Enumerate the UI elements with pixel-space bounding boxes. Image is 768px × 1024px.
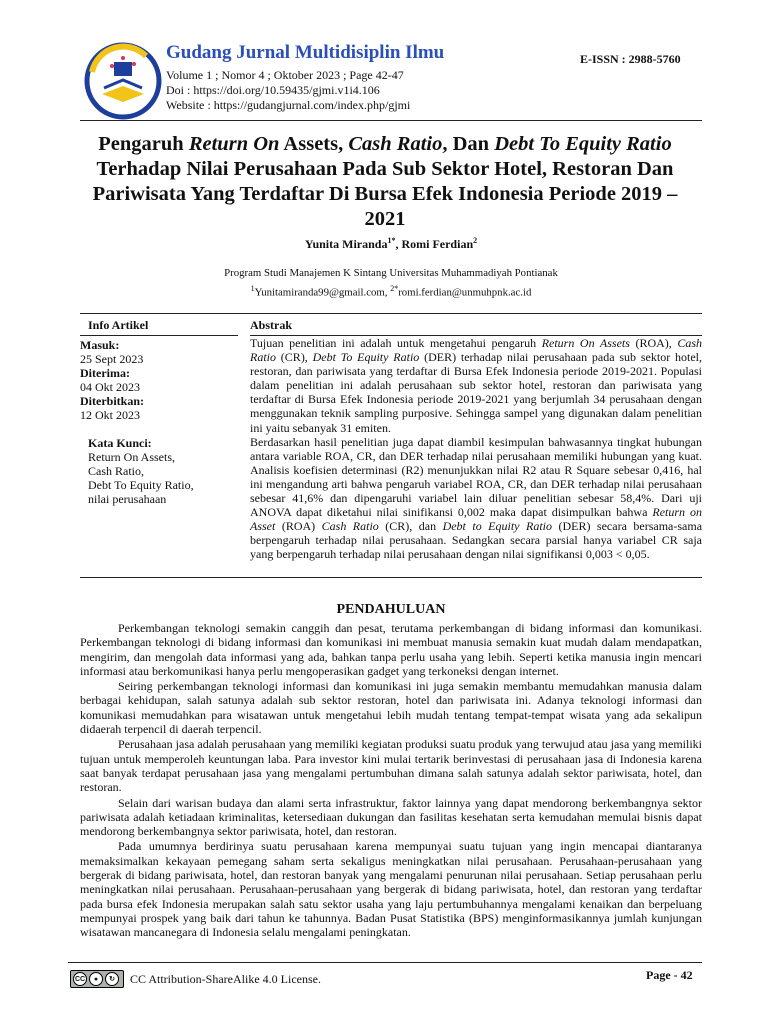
share-alike-icon: ↻ <box>105 972 119 986</box>
abstract-heading: Abstrak <box>250 318 293 332</box>
abstract-text <box>250 336 702 562</box>
journal-logo <box>84 42 162 120</box>
info-top-rule <box>80 313 702 314</box>
article-title: Pengaruh Return On Assets, Cash Ratio, Dan Debt To Equity Ratio Terhadap Nilai Perusahaan Pada Sub Sektor Hotel, Restoran Dan Pariwisata Yang Terdaftar Di Bursa Efek Indonesia Periode 2019 – 2021 <box>92 133 678 230</box>
affiliation-block <box>80 266 702 301</box>
info-heading-rule <box>80 335 238 336</box>
authors: Yunita Miranda$^{1*}$, Romi Ferdian$^2$ <box>304 236 478 251</box>
author-1: Yunita Miranda <box>304 237 388 251</box>
keyword: nilai perusahaan <box>88 492 167 506</box>
section-title: PENDAHULUAN <box>336 602 446 617</box>
email-1[interactable]: Yunitamiranda99@gmail.com, <box>254 286 391 299</box>
cc-icon: CC <box>73 972 87 986</box>
page-number: Page - 42 <box>646 968 693 982</box>
affiliation: Program Studi Manajemen K Sintang Universitas Muhammadiyah Pontianak <box>224 267 558 279</box>
article-info <box>80 338 238 506</box>
keywords-label: Kata Kunci: <box>88 436 152 450</box>
info-bottom-rule <box>80 577 702 578</box>
body-paragraph: Seiring perkembangan teknologi informasi dan komunikasi ini juga semakin membantu memudahkan manusia dalam berbagai kehidupan, salah satunya adalah sub sektor restoran, hotel dan pariwisata ini. Adanya teknologi informasi dan komunikasi memudahkan para wisatawan untuk mengetahui lebih mudah tentang tempat-tempat wisata yang ada sekalipun didaerah terpencil di daerah terpencil. <box>80 679 702 737</box>
abstract-paragraph-2: Berdasarkan hasil penelitian juga dapat diambil kesimpulan bahwasannya tingkat hubungan antara variable ROA, CR, dan DER terhadap nilai perusahaan memiliki hubungan yang kuat. Analisis koefisien determinasi (R2) menunjukkan nilai R2 atau R Square sebesar 0,416, hal ini mengandung arti bahwa pengaruh variabel ROA, CR, dan DER terhadap nilai perusahaan sebesar 41,6% dan dipengaruhi variabel lain diluar penelitian sebesar 58,4%. Dari uji ANOVA dapat diketahui nilai sinifikansi 0,002 maka dapat disimpulkan bahwa Return on Asset (ROA) Cash Ratio (CR), dan Debt to Equity Ratio (DER) secara bersama-sama berpengaruh terhadap nilai perusahaan. Sedangkan secara parsial hanya variabel CR saja yang berpengaruh terhadap nilai perusahaan dengan nilai signifikansi 0,003 < 0,05. <box>250 434 703 562</box>
author-2: Romi Ferdian <box>401 237 474 251</box>
volume-line: Volume 1 ; Nomor 4 ; Oktober 2023 ; Page 42-47 <box>166 68 404 82</box>
published-label: Diterbitkan: <box>80 394 144 408</box>
journal-name: Gudang Jurnal Multidisiplin Ilmu <box>166 42 445 63</box>
published-date: 12 Okt 2023 <box>80 408 140 422</box>
body-paragraph: Perusahaan jasa adalah perusahaan yang memiliki kegiatan produksi suatu produk yang terwujud atau jasa yang memiliki tujuan untuk memperoleh keuntungan laba. Para investor kini mulai tertarik berinvestasi di perusahaan jasa di Indonesia karena saat banyak terdapat perusahaan jasa yang mengalami pertumbuhan dimana salah satunya adalah sektor pariwisata, hotel, dan restoran. <box>80 737 702 795</box>
footer-divider <box>68 962 702 963</box>
website-link[interactable]: Website : https://gudangjurnal.com/index.php/gjmi <box>166 98 411 112</box>
body-text <box>80 621 702 941</box>
received-label: Masuk: <box>80 338 120 352</box>
header-divider <box>80 120 702 121</box>
doi-link[interactable]: Doi : https://doi.org/10.59435/gjmi.v1i4.106 <box>166 83 380 97</box>
revised-date: 04 Okt 2023 <box>80 380 140 394</box>
keyword: Return On Assets, <box>88 450 175 464</box>
body-paragraph: Selain dari warisan budaya dan alami serta infrastruktur, faktor lainnya yang dapat mendorong berkembangnya sektor pariwisata adalah ketiadaan kriminalitas, ketersediaan dukungan dan fasilitas kesehatan serta kemudahan memulai bisnis dapat mendorong berkembangnya sektor pariwisata, hotel, dan restoran. <box>80 795 702 839</box>
keywords <box>80 436 238 506</box>
received-date: 25 Sept 2023 <box>80 352 144 366</box>
body-paragraph: Pada umumnya berdirinya suatu perusahaan karena mempunyai suatu tujuan yang ingin mencapai diantaranya memaksimalkan kekayaan pemegang saham serta sekaligus meningkatkan nilai perusahaan. Perusahaan-perusahaan yang bergerak di bidang pariwisata, hotel, dan restoran banyak yang mengalami penurunan nilai perusahaan. Setiap perusahaan perlu meningkatkan nilai perusahaan. Perusahaan-perusahaan yang bergerak di bidang pariwisata, hotel, dan restoran yang terdaftar pada bursa efek Indonesia merupakan salah satu sektor usaha yang laju pertumbuhannya mengalami kenaikan dan berpeluang mempunyai prospek yang baik dari tahun ke tahunnya. Badan Pusat Statistika (BPS) menginformasikannya jumlah kunjungan wisatawan mancanegara di Indonesia selalu mengalami peningkatan. <box>80 839 702 940</box>
body-paragraph: Perkembangan teknologi semakin canggih dan pesat, terutama perkembangan di bidang informasi dan komunikasi. Perkembangan teknologi di bidang informasi dan komunikasi ini membuat manusia semakin kuat mudah dalam mendapatkan, mengirim, dan mengolah data informasi yang ada, bahkan tanpa perlu usaha yang lebih. Seperti ketika manusia ingin mencari informasi atau berkomunikasi hanya perlu mengoperasikan gadget yang terkoneksi dengan internet. <box>80 621 702 678</box>
revised-label: Diterima: <box>80 366 130 380</box>
license-text: CC Attribution-ShareAlike 4.0 License. <box>130 972 321 986</box>
issn: E-ISSN : 2988-5760 <box>580 52 681 66</box>
cc-license-badge[interactable] <box>70 970 124 988</box>
abstract-paragraph-1: Tujuan penelitian ini adalah untuk mengetahui pengaruh Return On Assets (ROA), Cash Ratio (CR), Debt To Equity Ratio (DER) terhadap nilai perusahaan pada sub sektor hotel, restoran, dan pariwisata yang terdaftar di Bursa Efek Indonesia periode 2019-2021. Populasi dalam penelitian ini adalah perusahaan sub sektor hotel, restoran dan pariwisata yang terdaftar di Bursa Efek Indonesia periode 2019-2021 yang berjumlah 34 perusahaan dengan menggunakan teknik sampling purposive. Sehingga sampel yang digunakan dalam penelitian ini yaitu sebanyak 31 emiten. <box>250 336 703 435</box>
info-heading: Info Artikel <box>88 318 149 332</box>
keyword: Debt To Equity Ratio, <box>88 478 194 492</box>
emails: $^1$Yunitamiranda99@gmail.com, $^{2*}$romi.ferdian@unmuhpnk.ac.id <box>250 284 532 299</box>
attribution-icon: ● <box>89 972 103 986</box>
email-2[interactable]: romi.ferdian@unmuhpnk.ac.id <box>398 286 532 299</box>
keyword: Cash Ratio, <box>88 464 144 478</box>
